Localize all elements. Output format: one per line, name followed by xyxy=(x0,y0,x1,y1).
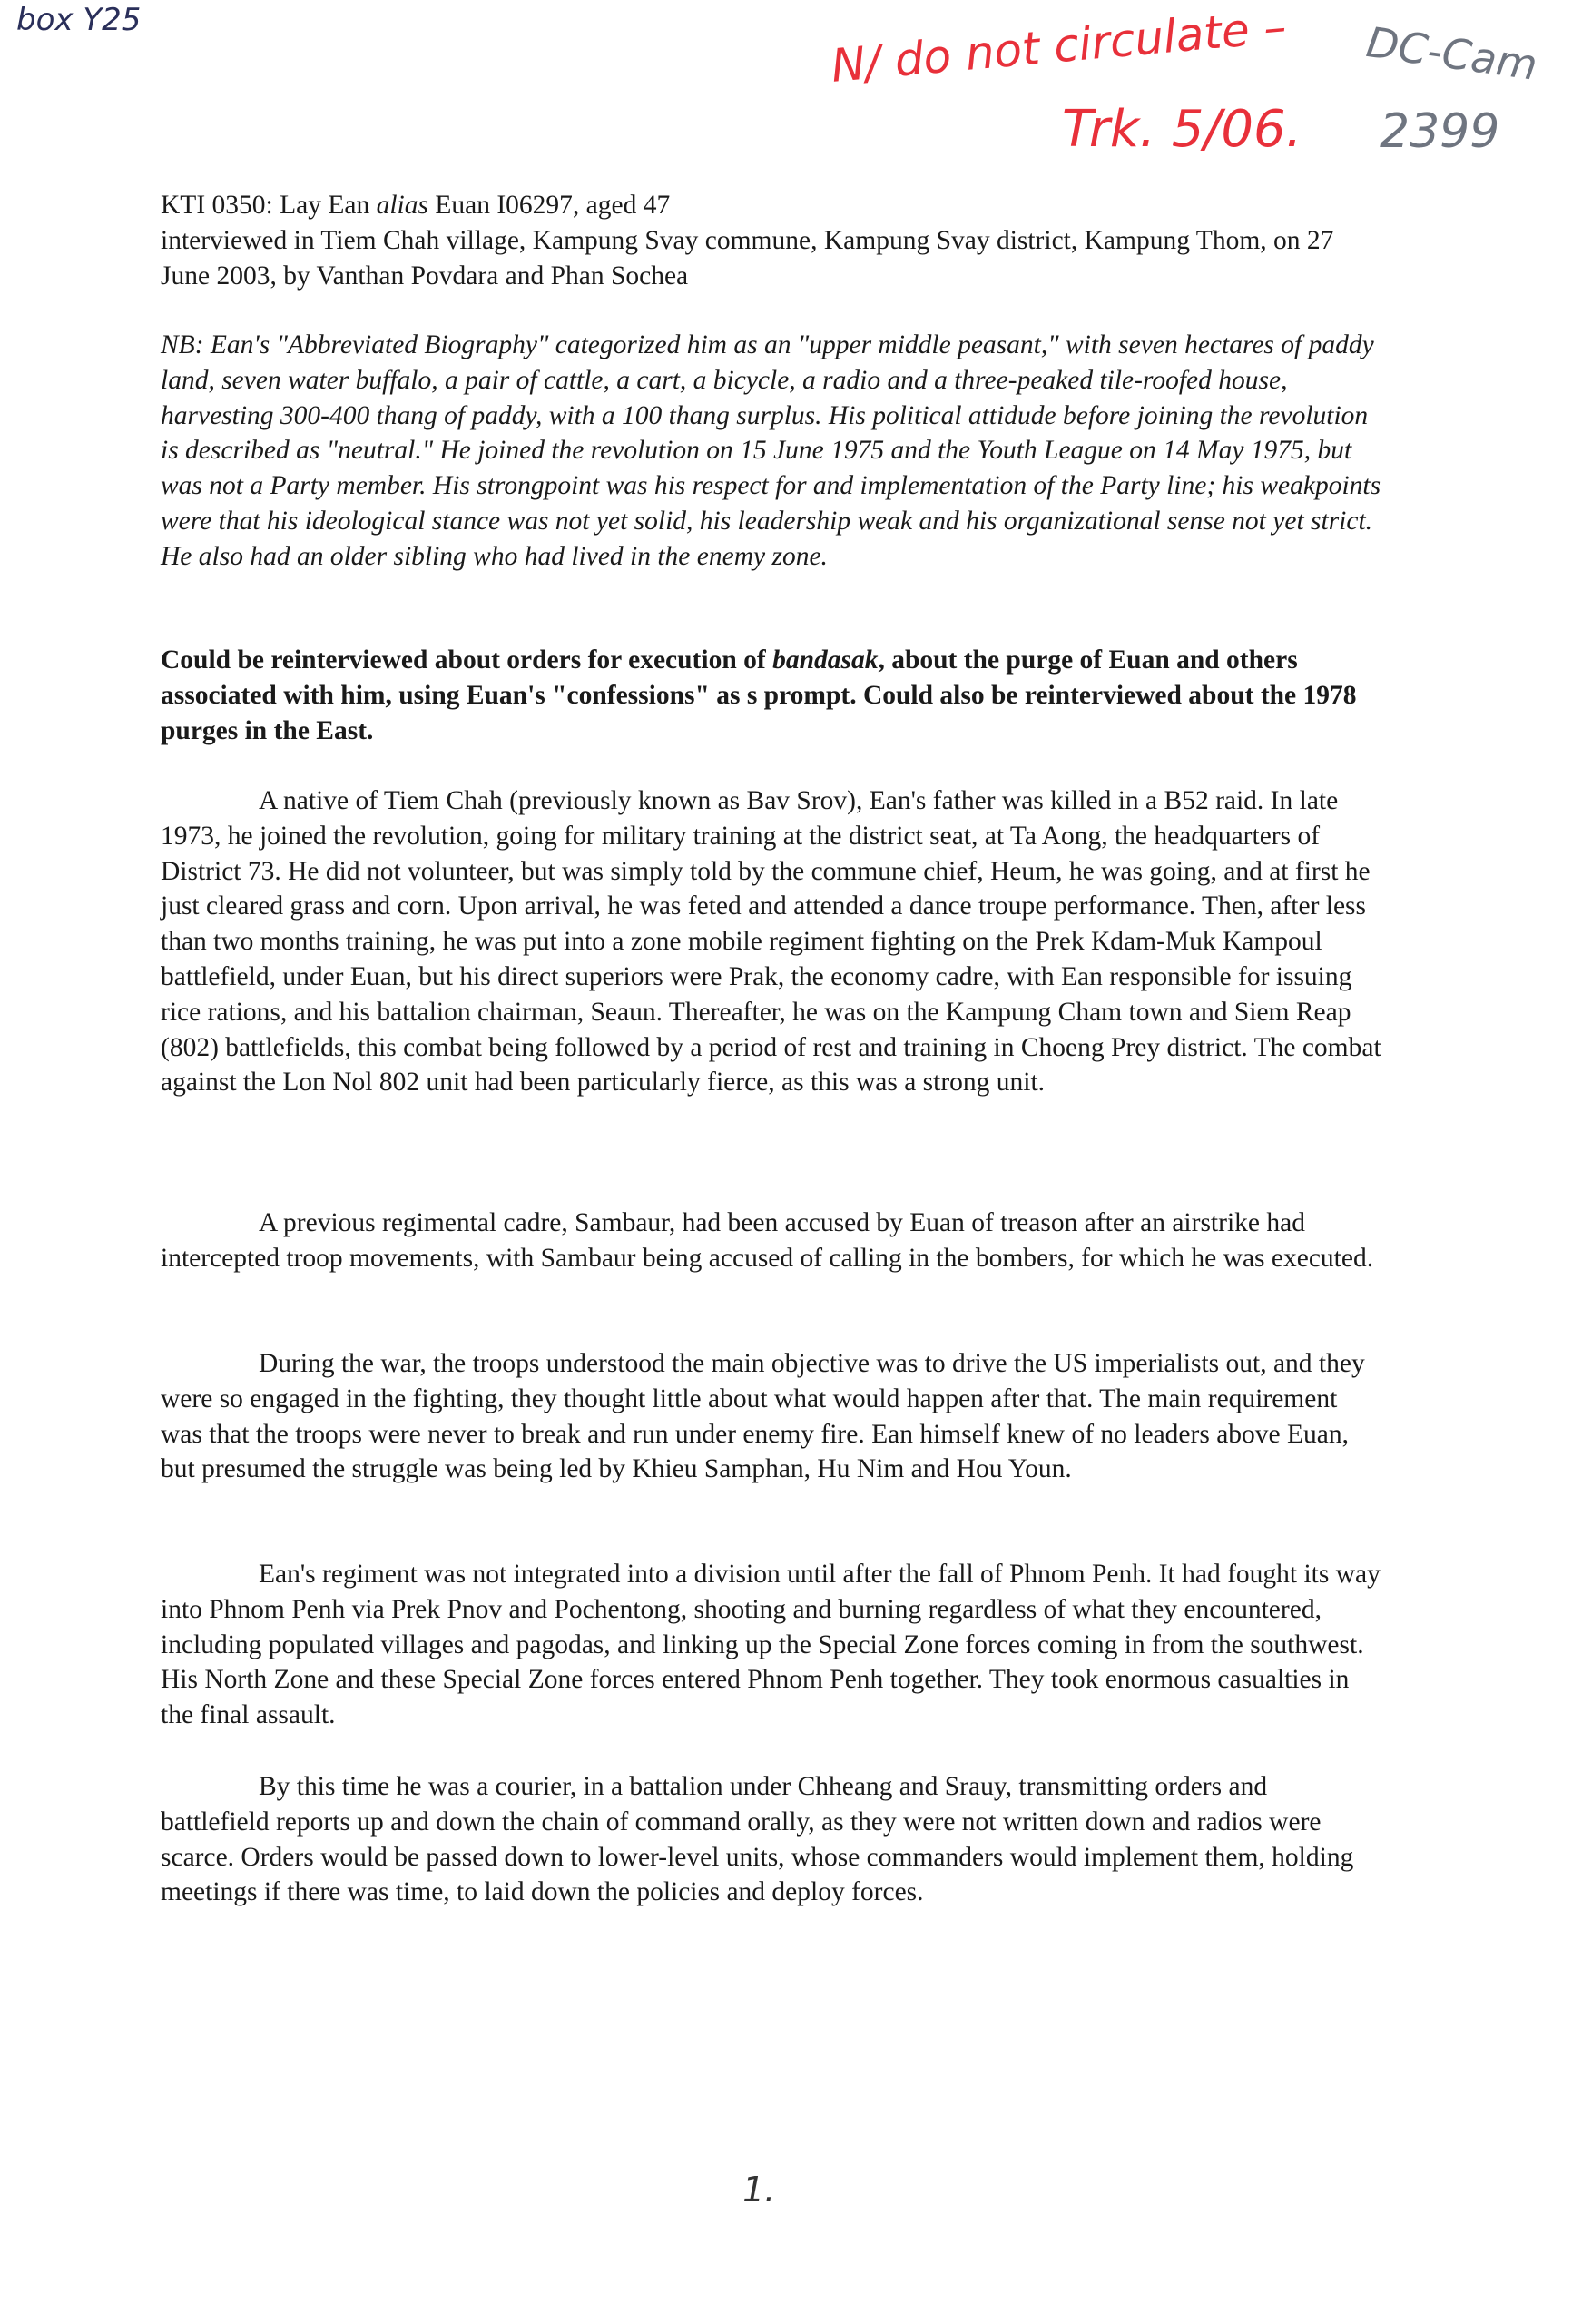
note-text: Could be reinterviewed about orders for execution of xyxy=(161,645,773,675)
page-number: 1. xyxy=(742,2170,776,2210)
header-details: interviewed in Tiem Chah village, Kampung Svay commune, Kampung Svay district, Kampung Thom, on 27 June 2003, by Vanthan Povdara and Phan Sochea xyxy=(161,225,1334,290)
header-id-rest: Euan I06297, aged 47 xyxy=(427,191,671,220)
handwritten-do-not-circulate: N/ do not circulate – xyxy=(829,0,1289,93)
body-paragraph: A previous regimental cadre, Sambaur, had been accused by Euan of treason after an airstrike had intercepted troop movements, with Sambaur being accused of calling in the bombers, for which he was executed. xyxy=(161,1208,1374,1273)
body-paragraph: Ean's regiment was not integrated into a division until after the fall of Phnom Penh. It had fought its way into Phnom Penh via Prek Pnov and Pochentong, shooting and burning regardless of what they encountered, including populated villages and pagodas, and linking up the Special Zone forces coming in from the southwest. His North Zone and these Special Zone forces entered Phnom Penh together. They took enormous casualties in the final assault. xyxy=(161,1560,1381,1730)
note-text-rest: , about the purge of Euan and others associated with him, using Euan's "confessions" as s prompt. Could also be reinterviewed about the 1978 purges in the East. xyxy=(161,645,1357,745)
handwritten-tracking-number: 2399 xyxy=(1380,104,1500,159)
handwritten-dc-cam: DC-Cam xyxy=(1363,17,1541,90)
body-paragraph: By this time he was a courier, in a battalion under Chheang and Srauy, transmitting orders and battlefield reports up and down the chain of command orally, as they were not written down and radios were scarce. Orders would be passed down to lower-level units, whose commanders would implement them, holding meetings if there was time, to laid down the policies and deploy forces. xyxy=(161,1772,1354,1907)
reinterview-note xyxy=(161,643,1381,748)
interview-header xyxy=(161,188,1381,293)
header-alias: alias xyxy=(376,191,428,220)
header-id: KTI 0350: Lay Ean xyxy=(161,191,377,220)
handwritten-box-note: box Y25 xyxy=(16,2,142,38)
body-paragraph: A native of Tiem Chah (previously known as Bav Srov), Ean's father was killed in a B52 raid. In late 1973, he joined the revolution, going for military training at the district seat, at Ta Aong, the headquarters of District 73. He did not volunteer, but was simply told by the commune chief, Heum, he was going, and at first he just cleared grass and corn. Upon arrival, he was feted and attended a dance troupe performance. Then, after less than two months training, he was put into a zone mobile regiment fighting on the Prek Kdam-Muk Kampoul battlefield, under Euan, but his direct superiors were Prak, the economy cadre, with Ean responsible for issuing rice rations, and his battalion chairman, Seaun. Thereafter, he was on the Kampung Cham town and Siem Reap (802) battlefields, this combat being followed by a period of rest and training in Choeng Prey district. The combat against the Lon Nol 802 unit had been particularly fierce, as this was a strong unit. xyxy=(161,786,1381,1098)
body-paragraph: During the war, the troops understood the main objective was to drive the US imperialists out, and they were so engaged in the fighting, they thought little about what would happen after that. The main requirement was that the troops were never to break and run under enemy fire. Ean himself knew of no leaders above Euan, but presumed the struggle was being led by Khieu Samphan, Hu Nim and Hou Youn. xyxy=(161,1349,1365,1484)
note-term: bandasak xyxy=(772,645,879,675)
handwritten-tracking-prefix: Trk. 5/06. xyxy=(1062,100,1302,159)
nb-paragraph: NB: Ean's "Abbreviated Biography" categorized him as an "upper middle peasant," with seven hectares of paddy land, seven water buffalo, a pair of cattle, a cart, a bicycle, a radio and a three-peaked tile-roofed house, harvesting 300-400 thang of paddy, with a 100 thang surplus. His political attidude before joining the revolution is described as "neutral." He joined the revolution on 15 June 1975 and the Youth League on 14 May 1975, but was not a Party member. His strongpoint was his respect for and implementation of the Party line; his weakpoints were that his ideological stance was not yet solid, his leadership weak and his organizational sense not yet strict. He also had an older sibling who had lived in the enemy zone. xyxy=(161,330,1381,571)
